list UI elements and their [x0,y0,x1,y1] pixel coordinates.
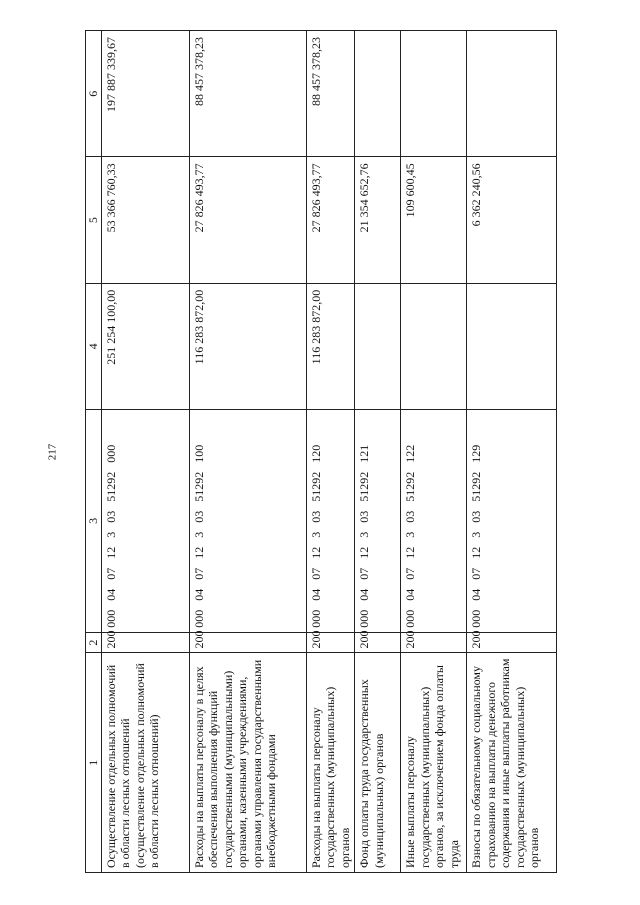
row-col6: 88 457 378,23 [306,31,355,157]
row-classification: 000 04 07 12 3 03 51292 122 [401,410,467,633]
row-classification: 000 04 07 12 3 03 51292 120 [306,410,355,633]
row-col4 [401,283,467,409]
table-row [401,31,467,873]
row-col5: 6 362 240,56 [467,157,557,283]
row-col4 [467,283,557,409]
row-col6 [401,31,467,157]
header-col-5: 5 [86,157,102,283]
row-name: Взносы по обязательному социальному страхованию на выплаты денежного содержания и иные выплаты работникам государственных (муниципальных) органов [467,653,557,873]
header-col-2: 2 [86,632,102,653]
row-code: 200 [355,632,401,653]
header-col-4: 4 [86,283,102,409]
header-col-3: 3 [86,410,102,633]
header-col-6: 6 [86,31,102,157]
row-code: 200 [401,632,467,653]
row-code: 200 [467,632,557,653]
header-row [86,31,102,873]
page-number: 217 [46,443,59,461]
row-name: Расходы на выплаты персоналу в целях обеспечения выполнения функций государственными (муниципальными) органами, казенными учреждениями, органами управления государственными внебюджетными фондами [189,653,306,873]
row-col5: 27 826 493,77 [189,157,306,283]
row-code: 200 [189,632,306,653]
row-col5: 21 354 652,76 [355,157,401,283]
table-row [306,31,355,873]
header-col-1: 1 [86,653,102,873]
row-name: Иные выплаты персоналу государственных (муниципальных) органов, за исключением фонда оплаты труда [401,653,467,873]
row-name: Расходы на выплаты персоналу государственных (муниципальных) органов [306,653,355,873]
row-classification: 000 04 07 12 3 03 51292 129 [467,410,557,633]
table-row [189,31,306,873]
table-row [467,31,557,873]
row-col4: 116 283 872,00 [306,283,355,409]
row-col4 [355,283,401,409]
row-code: 200 [101,632,189,653]
budget-table [85,30,557,873]
row-classification: 000 04 07 12 3 03 51292 000 [101,410,189,633]
row-col5: 53 366 760,33 [101,157,189,283]
row-name: Фонд оплаты труда государственных (муниципальных) органов [355,653,401,873]
row-classification: 000 04 07 12 3 03 51292 121 [355,410,401,633]
row-col6 [355,31,401,157]
row-col6: 197 887 339,67 [101,31,189,157]
rotated-page [85,30,557,873]
row-col4: 116 283 872,00 [189,283,306,409]
row-col6: 88 457 378,23 [189,31,306,157]
row-name: Осуществление отдельных полномочий в области лесных отношений (осуществление отдельных полномочий в области лесных отношений) [101,653,189,873]
row-code: 200 [306,632,355,653]
row-col5: 27 826 493,77 [306,157,355,283]
row-col4: 251 254 100,00 [101,283,189,409]
row-classification: 000 04 07 12 3 03 51292 100 [189,410,306,633]
table-row [101,31,189,873]
row-col5: 109 600,45 [401,157,467,283]
row-col6 [467,31,557,157]
table-row [355,31,401,873]
